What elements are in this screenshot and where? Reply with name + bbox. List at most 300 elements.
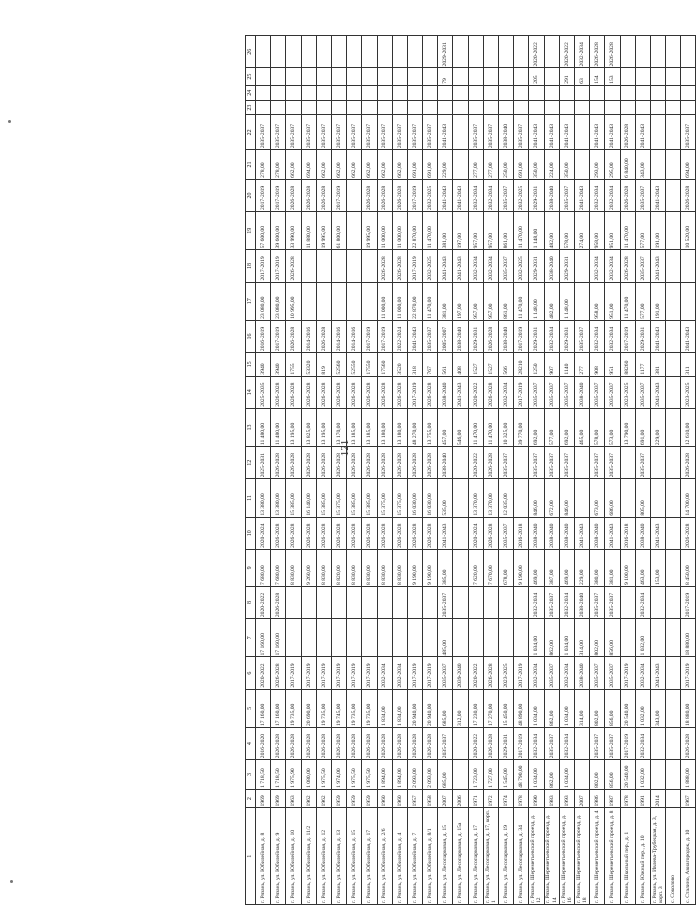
table-cell <box>666 85 681 100</box>
table-cell: 2035-2037 <box>362 115 377 150</box>
table-cell <box>271 85 286 100</box>
table-cell: 2017-2019 <box>271 320 286 352</box>
table-cell: 691,00 <box>407 150 422 180</box>
table-cell: 2017-2019 <box>514 728 529 760</box>
column-number: 3 <box>246 760 256 790</box>
table-cell: 2035-2037 <box>559 376 574 408</box>
table-cell: 2041-2043 <box>438 179 453 211</box>
table-cell: 380,00 <box>590 549 605 586</box>
table-cell: 2029-2031 <box>635 320 650 352</box>
table-cell: 9 190,00 <box>407 549 422 586</box>
table-cell: 1963 <box>286 789 301 808</box>
table-cell <box>392 586 407 618</box>
table-cell: 7 670,00 <box>483 549 498 586</box>
table-cell: 8 830,00 <box>347 549 362 586</box>
table-cell: 2035-2037 <box>499 179 514 211</box>
table-cell: 457,00 <box>438 408 453 446</box>
table-cell: 577,00 <box>635 212 650 250</box>
table-cell <box>423 36 438 68</box>
table-cell <box>316 36 331 68</box>
table-cell <box>407 36 422 68</box>
table-cell <box>362 85 377 100</box>
table-cell: 2017-2019 <box>620 657 635 689</box>
table-cell: 2038-2040 <box>559 517 574 549</box>
table-cell: 1 034,00 <box>529 689 544 727</box>
table-cell: 673,00 <box>590 479 605 517</box>
table-cell: 2035-2037 <box>559 447 574 479</box>
table-cell: 12 035,00 <box>499 479 514 517</box>
table-row <box>529 36 544 905</box>
table-row <box>574 36 589 905</box>
table-cell: 2026-2028 <box>392 447 407 479</box>
table-cell <box>423 100 438 115</box>
table-row <box>347 36 362 905</box>
table-cell: 2041-2043 <box>544 115 559 150</box>
table-cell: 1 034,00 <box>559 619 574 657</box>
table-cell: 2026-2028 <box>286 320 301 352</box>
table-cell: 2016-2018 <box>620 517 635 549</box>
table-cell: 1990 <box>529 789 544 808</box>
table-cell: 2032-2034 <box>392 657 407 689</box>
table-cell: 1 034,00 <box>529 760 544 790</box>
table-cell <box>574 728 589 760</box>
table-cell: 224,00 <box>544 150 559 180</box>
table-cell: 2026-2028 <box>681 447 696 479</box>
table-cell: 1993 <box>559 789 574 808</box>
table-cell <box>423 68 438 85</box>
table-cell <box>256 68 271 85</box>
table-cell: 2017-2019 <box>271 250 286 282</box>
address-cell: г. Рязань, ул. Юбилейная, д. 4 <box>392 808 407 905</box>
address-cell: г. Рязань, ул. Юбилейная, д. 9 <box>271 808 286 905</box>
table-cell: 1 148,00 <box>529 212 544 250</box>
table-cell: 311 <box>681 353 696 377</box>
table-cell: 846,00 <box>559 479 574 517</box>
table-cell: 2026-2028 <box>620 179 635 211</box>
table-cell <box>301 36 316 68</box>
table-cell: 2035-2037 <box>256 115 271 150</box>
table-cell: 291 <box>559 68 574 85</box>
table-cell <box>468 85 483 100</box>
table-cell <box>499 36 514 68</box>
table-row <box>590 36 605 905</box>
table-cell: 229,00 <box>438 150 453 180</box>
table-cell: 2022-2024 <box>392 320 407 352</box>
table-cell <box>666 36 681 68</box>
table-cell: 802,00 <box>590 689 605 727</box>
table-cell <box>468 68 483 85</box>
table-cell: 1 148,00 <box>529 282 544 320</box>
table-cell: 33 990,00 <box>286 212 301 250</box>
table-cell: 2026-2028 <box>362 728 377 760</box>
table-cell: 1 894,00 <box>392 760 407 790</box>
table-cell <box>499 100 514 115</box>
table-cell <box>316 68 331 85</box>
column-number: 19 <box>246 212 256 250</box>
table-cell: 2032-2034 <box>468 250 483 282</box>
table-cell: 685,00 <box>438 689 453 727</box>
table-cell <box>377 586 392 618</box>
table-cell: 9 190,00 <box>423 549 438 586</box>
table-cell <box>331 36 346 68</box>
table-cell: 2026-2028 <box>301 728 316 760</box>
table-cell: 2032-2034 <box>483 250 498 282</box>
column-number: 24 <box>246 85 256 100</box>
table-cell <box>574 250 589 282</box>
table-cell: 2038-2040 <box>574 586 589 618</box>
table-cell: 17 230,00 <box>468 689 483 727</box>
table-cell: 957,00 <box>483 282 498 320</box>
table-cell: 2039-2040 <box>453 657 468 689</box>
table-cell: 2041-2043 <box>681 320 696 352</box>
table-cell: 2035-2037 <box>529 447 544 479</box>
table-cell: 1 975,90 <box>286 760 301 790</box>
table-cell: 293,00 <box>590 150 605 180</box>
table-cell <box>650 85 665 100</box>
table-cell <box>438 85 453 100</box>
table-cell: 1527 <box>468 353 483 377</box>
table-cell: 862,00 <box>544 760 559 790</box>
table-cell: 662,00 <box>286 150 301 180</box>
table-cell: 2026-2028 <box>362 376 377 408</box>
table-cell <box>453 760 468 790</box>
table-cell: 2032-2034 <box>483 179 498 211</box>
table-cell <box>286 619 301 657</box>
table-cell: 2026-2028 <box>681 517 696 549</box>
table-cell: 2017-2019 <box>407 250 422 282</box>
address-cell: г. Рязань, ул. Юбилейная, д. 7 <box>407 808 422 905</box>
table-cell <box>423 586 438 618</box>
table-cell: 2035-2037 <box>605 657 620 689</box>
table-cell: 343,00 <box>650 689 665 727</box>
table-cell <box>347 250 362 282</box>
table-cell <box>453 100 468 115</box>
table-cell: 2035-2037 <box>331 115 346 150</box>
table-cell: 2041-2043 <box>650 250 665 282</box>
table-cell: 2014-2016 <box>301 320 316 352</box>
table-cell: 1 975,50 <box>347 760 362 790</box>
table-cell <box>453 479 468 517</box>
table-cell: 1 032,00 <box>635 619 650 657</box>
table-cell: 18 880,00 <box>681 689 696 727</box>
table-cell: 18 880,00 <box>681 619 696 657</box>
table-cell <box>362 282 377 320</box>
table-cell: 57 600,00 <box>256 212 271 250</box>
table-cell: 2025-2031 <box>256 447 271 479</box>
table-row <box>407 36 422 905</box>
table-cell: 2035-2037 <box>605 586 620 618</box>
table-cell: 13 380,00 <box>271 479 286 517</box>
table-cell: 957,00 <box>468 282 483 320</box>
table-cell: 2026-2028 <box>286 447 301 479</box>
table-cell <box>635 68 650 85</box>
table-cell: 2038-2040 <box>438 447 453 479</box>
table-cell <box>620 100 635 115</box>
table-cell <box>392 100 407 115</box>
table-cell <box>650 115 665 150</box>
table-cell: 1755 <box>286 353 301 377</box>
table-cell: 1 034,00 <box>559 689 574 727</box>
table-row <box>453 36 468 905</box>
table-cell: 13 180,00 <box>392 408 407 446</box>
table-cell: 2035-2037 <box>499 250 514 282</box>
table-cell: 662,00 <box>362 150 377 180</box>
table-cell: 1 080,00 <box>301 760 316 790</box>
table-cell: 566 <box>499 353 514 377</box>
table-cell: 15 385,00 <box>347 479 362 517</box>
table-cell: 2038-2040 <box>529 517 544 549</box>
table-cell: 2026-2028 <box>271 517 286 549</box>
table-cell <box>407 100 422 115</box>
table-cell: 1978 <box>620 789 635 808</box>
table-cell: 11 000,00 <box>392 282 407 320</box>
table-cell: 678,00 <box>499 549 514 586</box>
table-cell: 1969 <box>271 789 286 808</box>
table-cell: 2017-2019 <box>514 657 529 689</box>
address-cell: г. Рязань, ул. Юбилейная, д. 10 <box>286 808 301 905</box>
table-cell: 17 160,00 <box>271 689 286 727</box>
table-cell <box>453 150 468 180</box>
table-cell: 13 370,00 <box>483 479 498 517</box>
table-cell: 2020-2022 <box>256 586 271 618</box>
column-number: 12 <box>246 447 256 479</box>
table-cell: 274,00 <box>574 212 589 250</box>
table-cell <box>620 447 635 479</box>
table-cell <box>377 85 392 100</box>
table-cell: 1177 <box>635 353 650 377</box>
table-cell <box>453 728 468 760</box>
housing-repair-table <box>245 35 696 905</box>
address-cell: г. Рязань, ул. Юбилейная, д. 12 <box>316 808 331 905</box>
page-number: 121 <box>339 439 351 457</box>
table-cell: 153,00 <box>650 549 665 586</box>
table-cell: 17 160,00 <box>256 689 271 727</box>
table-cell: 2032-2034 <box>529 657 544 689</box>
table-cell: 2035-2037 <box>316 115 331 150</box>
table-cell: 381,00 <box>438 282 453 320</box>
table-cell: 2035-2037 <box>377 115 392 150</box>
address-cell: г. Рязань, ул. Лесопарковая, д. 17 <box>468 808 483 905</box>
address-cell: г. Рязань, ул. Юбилейная, д. 8/1 <box>423 808 438 905</box>
table-cell: 2026-2028 <box>362 179 377 211</box>
table-cell: 2026-2028 <box>347 376 362 408</box>
table-row <box>362 36 377 905</box>
table-cell: 2029-2031 <box>529 320 544 352</box>
table-cell: 48 790,00 <box>514 760 529 790</box>
table-cell: 2035-2037 <box>544 586 559 618</box>
table-cell: 11 470,00 <box>514 212 529 250</box>
table-cell: 2032-2025 <box>423 179 438 211</box>
table-cell <box>666 212 681 250</box>
table-row <box>271 36 286 905</box>
table-cell: 343,00 <box>635 150 650 180</box>
table-cell <box>453 586 468 618</box>
table-cell: 13 380,00 <box>256 479 271 517</box>
table-cell: 2026-2028 <box>316 728 331 760</box>
table-row <box>331 36 346 905</box>
table-cell <box>666 586 681 618</box>
table-cell <box>377 619 392 657</box>
table-cell: 2041-2043 <box>453 250 468 282</box>
table-cell <box>347 619 362 657</box>
table-cell: 17 270,00 <box>483 689 498 727</box>
table-cell: 2026-2028 <box>392 376 407 408</box>
table-cell <box>407 68 422 85</box>
table-cell <box>468 100 483 115</box>
column-number: 16 <box>246 320 256 352</box>
table-cell: 685,00 <box>438 760 453 790</box>
table-cell: 11 000,00 <box>377 212 392 250</box>
table-cell: 2016-2018 <box>514 517 529 549</box>
table-cell <box>514 619 529 657</box>
table-cell <box>666 320 681 352</box>
table-cell <box>453 549 468 586</box>
table-cell: 2029-2031 <box>499 728 514 760</box>
table-cell: 2020-2024 <box>468 517 483 549</box>
address-cell: г. Рязань, ул. Юбилейная, д. 13 <box>331 808 346 905</box>
table-row <box>544 36 559 905</box>
table-cell: 2006 <box>453 789 468 808</box>
address-cell: г. Рязань, ул. Лесопарковая, д. 15 <box>438 808 453 905</box>
table-cell: 2032-2025 <box>514 250 529 282</box>
table-cell: 2035-2037 <box>483 115 498 150</box>
table-cell: 2041-2043 <box>590 115 605 150</box>
table-cell: 15 375,00 <box>377 479 392 517</box>
table-cell <box>362 619 377 657</box>
table-cell <box>666 376 681 408</box>
table-cell <box>377 36 392 68</box>
table-cell: 17560 <box>377 353 392 377</box>
table-cell: 2035-2037 <box>681 115 696 150</box>
column-number: 1 <box>246 808 256 905</box>
table-cell: 662,00 <box>392 150 407 180</box>
table-row <box>301 36 316 905</box>
table-cell: 2035-2037 <box>499 517 514 549</box>
table-cell <box>256 100 271 115</box>
table-cell: 2035-2037 <box>635 376 650 408</box>
table-row <box>559 36 574 905</box>
table-cell <box>407 85 422 100</box>
table-cell: 10 520,00 <box>681 212 696 250</box>
table-cell: 2041-2043 <box>650 657 665 689</box>
table-cell: 2032-2034 <box>559 586 574 618</box>
table-cell: 802,00 <box>590 760 605 790</box>
table-cell <box>544 85 559 100</box>
table-cell <box>362 250 377 282</box>
table-cell: 2041-2043 <box>438 250 453 282</box>
address-cell: г. Рязань, Шереметьевский проезд, д. 14 <box>544 808 559 905</box>
table-cell: 278,00 <box>271 150 286 180</box>
table-cell <box>392 68 407 85</box>
table-cell: 229,00 <box>574 549 589 586</box>
table-cell: 691,00 <box>635 408 650 446</box>
table-cell <box>605 85 620 100</box>
table-cell: 2032-2034 <box>605 320 620 352</box>
table-cell: 2035-2037 <box>544 728 559 760</box>
table-cell: 2026-2028 <box>392 728 407 760</box>
table-cell: 2038-2040 <box>453 320 468 352</box>
table-cell: 2017-2019 <box>331 179 346 211</box>
scan-speck <box>10 880 13 883</box>
column-number: 15 <box>246 353 256 377</box>
address-cell: г. Рязань, Школьный пер., д. 1 <box>620 808 635 905</box>
table-cell: 1958 <box>423 789 438 808</box>
table-cell <box>681 85 696 100</box>
table-cell: 15 385,00 <box>362 479 377 517</box>
table-cell: 2026-2028 <box>347 517 362 549</box>
table-cell: 2032-2034 <box>605 179 620 211</box>
table-cell: 2014-2016 <box>347 320 362 352</box>
address-cell: г. Рязань, ул. Лесопарковая, д. 17, корп. 1 <box>484 809 497 903</box>
table-cell <box>666 760 681 790</box>
table-cell <box>514 36 529 68</box>
table-cell <box>271 36 286 68</box>
table-cell: 1959 <box>331 789 346 808</box>
table-cell: 2026-2028 <box>483 376 498 408</box>
address-cell: с. Сталино, Авиагородок, д. 10 <box>681 808 696 905</box>
table-cell: 469,00 <box>559 549 574 586</box>
table-cell: 2023-2025 <box>681 376 696 408</box>
table-cell <box>620 36 635 68</box>
table-cell <box>681 282 696 320</box>
table-cell: 12 610,00 <box>681 408 696 446</box>
table-cell: 19 735,00 <box>362 689 377 727</box>
table-cell: 2026-2028 <box>605 36 620 68</box>
table-cell: 2026-2028 <box>316 376 331 408</box>
table-cell: 862,00 <box>544 689 559 727</box>
table-cell: 951,00 <box>605 212 620 250</box>
address-cell: г. Рязань, Шереметьевский проезд, д. 16 <box>559 808 574 905</box>
table-cell: 2035-2037 <box>590 586 605 618</box>
table-cell: 13 170,00 <box>331 408 346 446</box>
table-cell: 2023-2025 <box>499 657 514 689</box>
table-cell: 2017-2019 <box>681 586 696 618</box>
table-row <box>468 36 483 905</box>
table-cell <box>650 150 665 180</box>
table-cell: 314,00 <box>574 689 589 727</box>
table-cell <box>392 619 407 657</box>
table-cell: 2026-2028 <box>347 447 362 479</box>
table-cell: 8 830,00 <box>362 549 377 586</box>
table-cell <box>544 68 559 85</box>
table-cell: 2032-2025 <box>514 179 529 211</box>
table-cell: 9 100,00 <box>620 549 635 586</box>
table-cell: 2029-2031 <box>559 250 574 282</box>
table-cell: 23 080,00 <box>256 282 271 320</box>
table-cell: 662,00 <box>331 150 346 180</box>
table-cell: 2014 <box>650 789 665 808</box>
table-cell: 2026-2028 <box>483 320 498 352</box>
table-cell: 2035-2037 <box>544 447 559 479</box>
table-cell: 2035-2037 <box>529 376 544 408</box>
table-cell: 2041-2043 <box>574 517 589 549</box>
table-cell: 2026-2028 <box>423 447 438 479</box>
table-cell: 2020-2022 <box>468 447 483 479</box>
table-cell <box>468 619 483 657</box>
table-cell: 2035-2037 <box>271 115 286 150</box>
column-number: 6 <box>246 657 256 689</box>
table-cell: 2041-2043 <box>438 517 453 549</box>
table-cell: 2026-2028 <box>316 179 331 211</box>
table-cell: 2041-2043 <box>574 179 589 211</box>
table-cell: 1974 <box>499 789 514 808</box>
table-cell: 2017-2019 <box>347 657 362 689</box>
table-cell <box>331 250 346 282</box>
address-cell: г. Рязань, ул. Лесопарковая, д. 15а <box>453 808 468 905</box>
table-cell <box>650 68 665 85</box>
table-cell: 1986 <box>590 789 605 808</box>
table-cell: 2035-2037 <box>407 115 422 150</box>
